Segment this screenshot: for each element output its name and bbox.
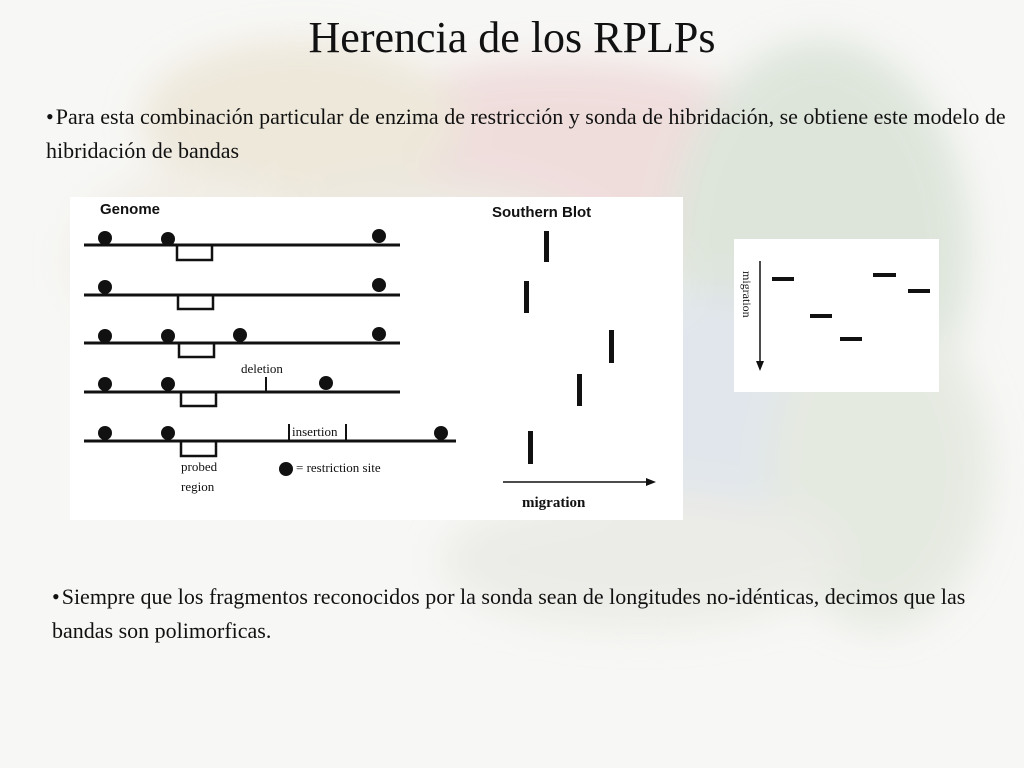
hband-3 [908, 289, 930, 293]
rotated-bands-figure [734, 239, 939, 392]
genome-row-5 [84, 424, 456, 456]
migration-vertical-label: migration [740, 271, 754, 318]
band-1 [544, 231, 549, 262]
genome-row-2 [84, 278, 400, 309]
genome-row-3 [84, 327, 400, 357]
bullet: • [52, 584, 60, 609]
migration-label: migration [522, 495, 586, 511]
bullet: • [46, 104, 54, 129]
band-3 [609, 330, 614, 363]
probed-label-1: probed [181, 459, 218, 474]
band-5 [528, 431, 533, 464]
restriction-site-legend: = restriction site [296, 460, 381, 475]
genome-row-1 [84, 229, 400, 260]
deletion-label: deletion [241, 361, 283, 376]
paragraph-2 [52, 580, 972, 648]
hband-5 [840, 337, 862, 341]
paragraph-2-text: Siempre que los fragmentos reconocidos por la sonda sean de longitudes no-idénticas, decimos que las bandas son polimorficas. [52, 584, 966, 643]
hband-4 [810, 314, 832, 318]
probed-label-2: region [181, 479, 215, 494]
paragraph-1 [46, 100, 1006, 168]
hband-1 [772, 277, 794, 281]
hband-2 [873, 273, 896, 277]
genome-label: Genome [100, 201, 161, 218]
insertion-label: insertion [292, 424, 338, 439]
restriction-site-legend-dot [279, 462, 293, 476]
band-4 [577, 374, 582, 406]
slide-title: Herencia de los RPLPs [308, 13, 716, 62]
band-2 [524, 281, 529, 313]
genome-row-4 [84, 361, 400, 406]
southern-blot-label: Southern Blot [492, 204, 592, 221]
southern-bands [524, 231, 614, 464]
paragraph-1-text: Para esta combinación particular de enzima de restricción y sonda de hibridación, se obtiene este modelo de hibridación de bandas [46, 104, 1006, 163]
genome-southern-figure [70, 197, 683, 520]
